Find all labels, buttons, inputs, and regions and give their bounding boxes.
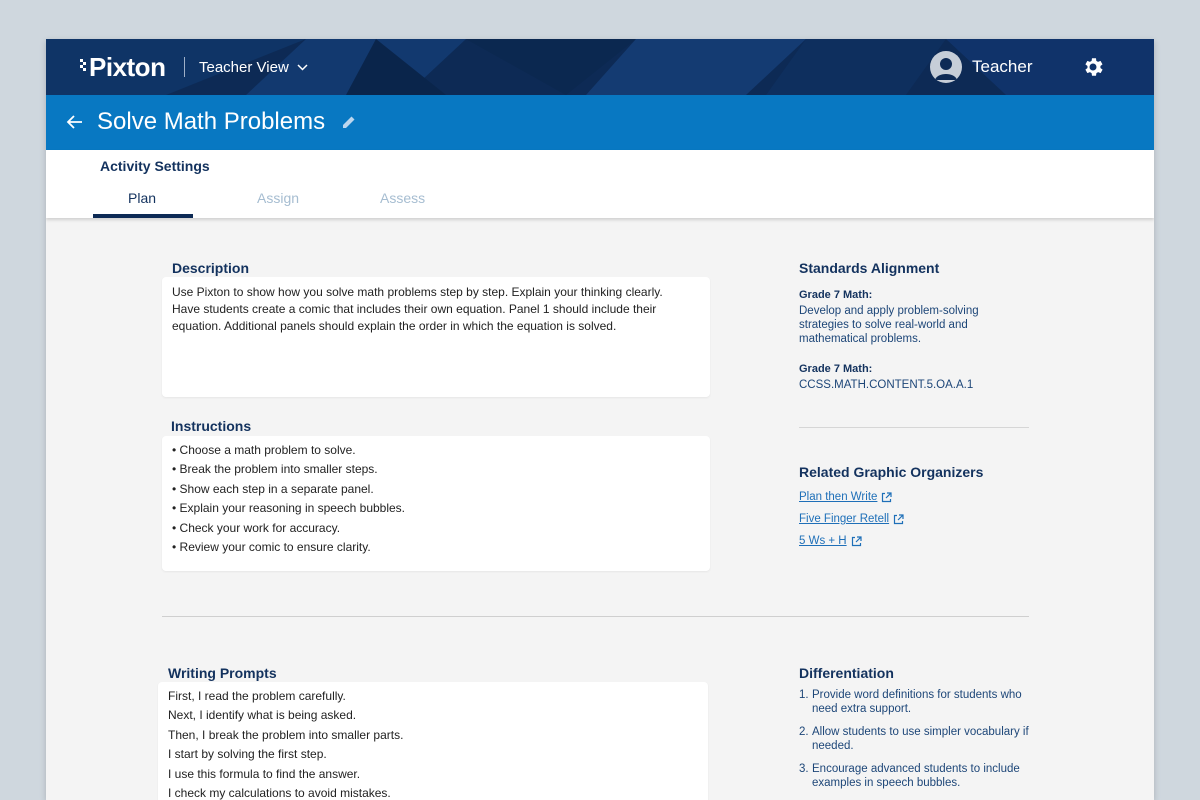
avatar-icon [930,51,962,83]
list-item: I start by solving the first step. [168,747,327,761]
item-text: Allow students to use simpler vocabulary if needed. [812,726,1029,752]
list-item: First, I read the problem carefully. [168,689,346,703]
standard-text: CCSS.MATH.CONTENT.5.OA.A.1 [799,379,974,391]
active-tab-indicator [93,214,193,218]
link-label: Plan then Write [799,491,878,503]
external-link-icon [851,536,862,547]
item-text: Encourage advanced students to include examples in speech bubbles. [812,763,1020,789]
external-link-icon [893,514,904,525]
activity-settings-label: Activity Settings [100,158,210,174]
instructions-field[interactable] [162,436,710,571]
app-window [46,39,1154,800]
standard-text: Develop and apply problem-solving strategies to solve real-world and mathematical problems. [799,305,979,345]
item-number: 3. [799,763,809,775]
instructions-label: Instructions [171,418,252,434]
tab-assign[interactable]: Assign [257,190,300,206]
writing-prompts-label: Writing Prompts [168,665,277,681]
divider [799,427,1029,428]
item-text: Provide word definitions for students who need extra support. [812,689,1022,715]
organizer-link-plan-then-write[interactable] [799,491,892,503]
list-item: I check my calculations to avoid mistakes. [168,786,391,800]
user-menu[interactable] [930,51,1032,83]
back-arrow-icon[interactable] [66,113,84,131]
list-item: • Review your comic to ensure clarity. [172,540,371,554]
item-number: 2. [799,726,809,738]
edit-pencil-icon[interactable] [341,114,357,130]
description-label: Description [172,260,250,276]
tab-plan[interactable]: Plan [128,190,157,206]
user-name: Teacher [972,57,1033,76]
page-title: Solve Math Problems [97,108,326,135]
chevron-down-icon [297,64,308,71]
list-item: • Choose a math problem to solve. [172,443,356,457]
description-field[interactable] [162,277,710,397]
writing-prompts-field[interactable] [158,682,708,800]
view-label: Teacher View [199,58,289,76]
differentiation-label: Differentiation [799,665,894,681]
gear-icon[interactable] [1081,55,1105,79]
link-label: Five Finger Retell [799,513,890,525]
logo-mark-icon [80,59,88,77]
organizer-link-five-finger-retell[interactable] [799,513,904,525]
nav-separator [184,57,185,77]
item-number: 1. [799,689,809,701]
organizers-label: Related Graphic Organizers [799,464,984,480]
standards-label: Standards Alignment [799,260,940,276]
list-item: • Break the problem into smaller steps. [172,462,378,476]
list-item: I use this formula to find the answer. [168,767,361,781]
section-divider [162,616,1029,617]
external-link-icon [881,492,892,503]
pixton-logo[interactable] [80,51,165,83]
logo-text: Pixton [89,51,166,82]
organizer-link-5ws-h[interactable] [799,535,862,547]
activity-settings-bar [46,150,1154,218]
standard-heading: Grade 7 Math: [799,289,873,301]
description-text: Use Pixton to show how you solve math problems step by step. Explain your thinking clearly. Have students create a comic that includes their own equation. Panel 1 should include their equation. Additional panels should explain the order in which the equation is solved. [172,285,663,333]
list-item: • Check your work for accuracy. [172,521,341,535]
link-label: 5 Ws + H [799,535,847,547]
teacher-view-dropdown[interactable] [199,55,308,79]
list-item: • Show each step in a separate panel. [172,482,374,496]
tab-assess[interactable]: Assess [380,190,426,206]
title-bar [46,95,1154,150]
list-item: Next, I identify what is being asked. [168,708,357,722]
standard-heading: Grade 7 Math: [799,363,873,375]
list-item: • Explain your reasoning in speech bubbles. [172,501,406,515]
list-item: Then, I break the problem into smaller parts. [168,728,404,742]
top-nav [46,39,1154,95]
